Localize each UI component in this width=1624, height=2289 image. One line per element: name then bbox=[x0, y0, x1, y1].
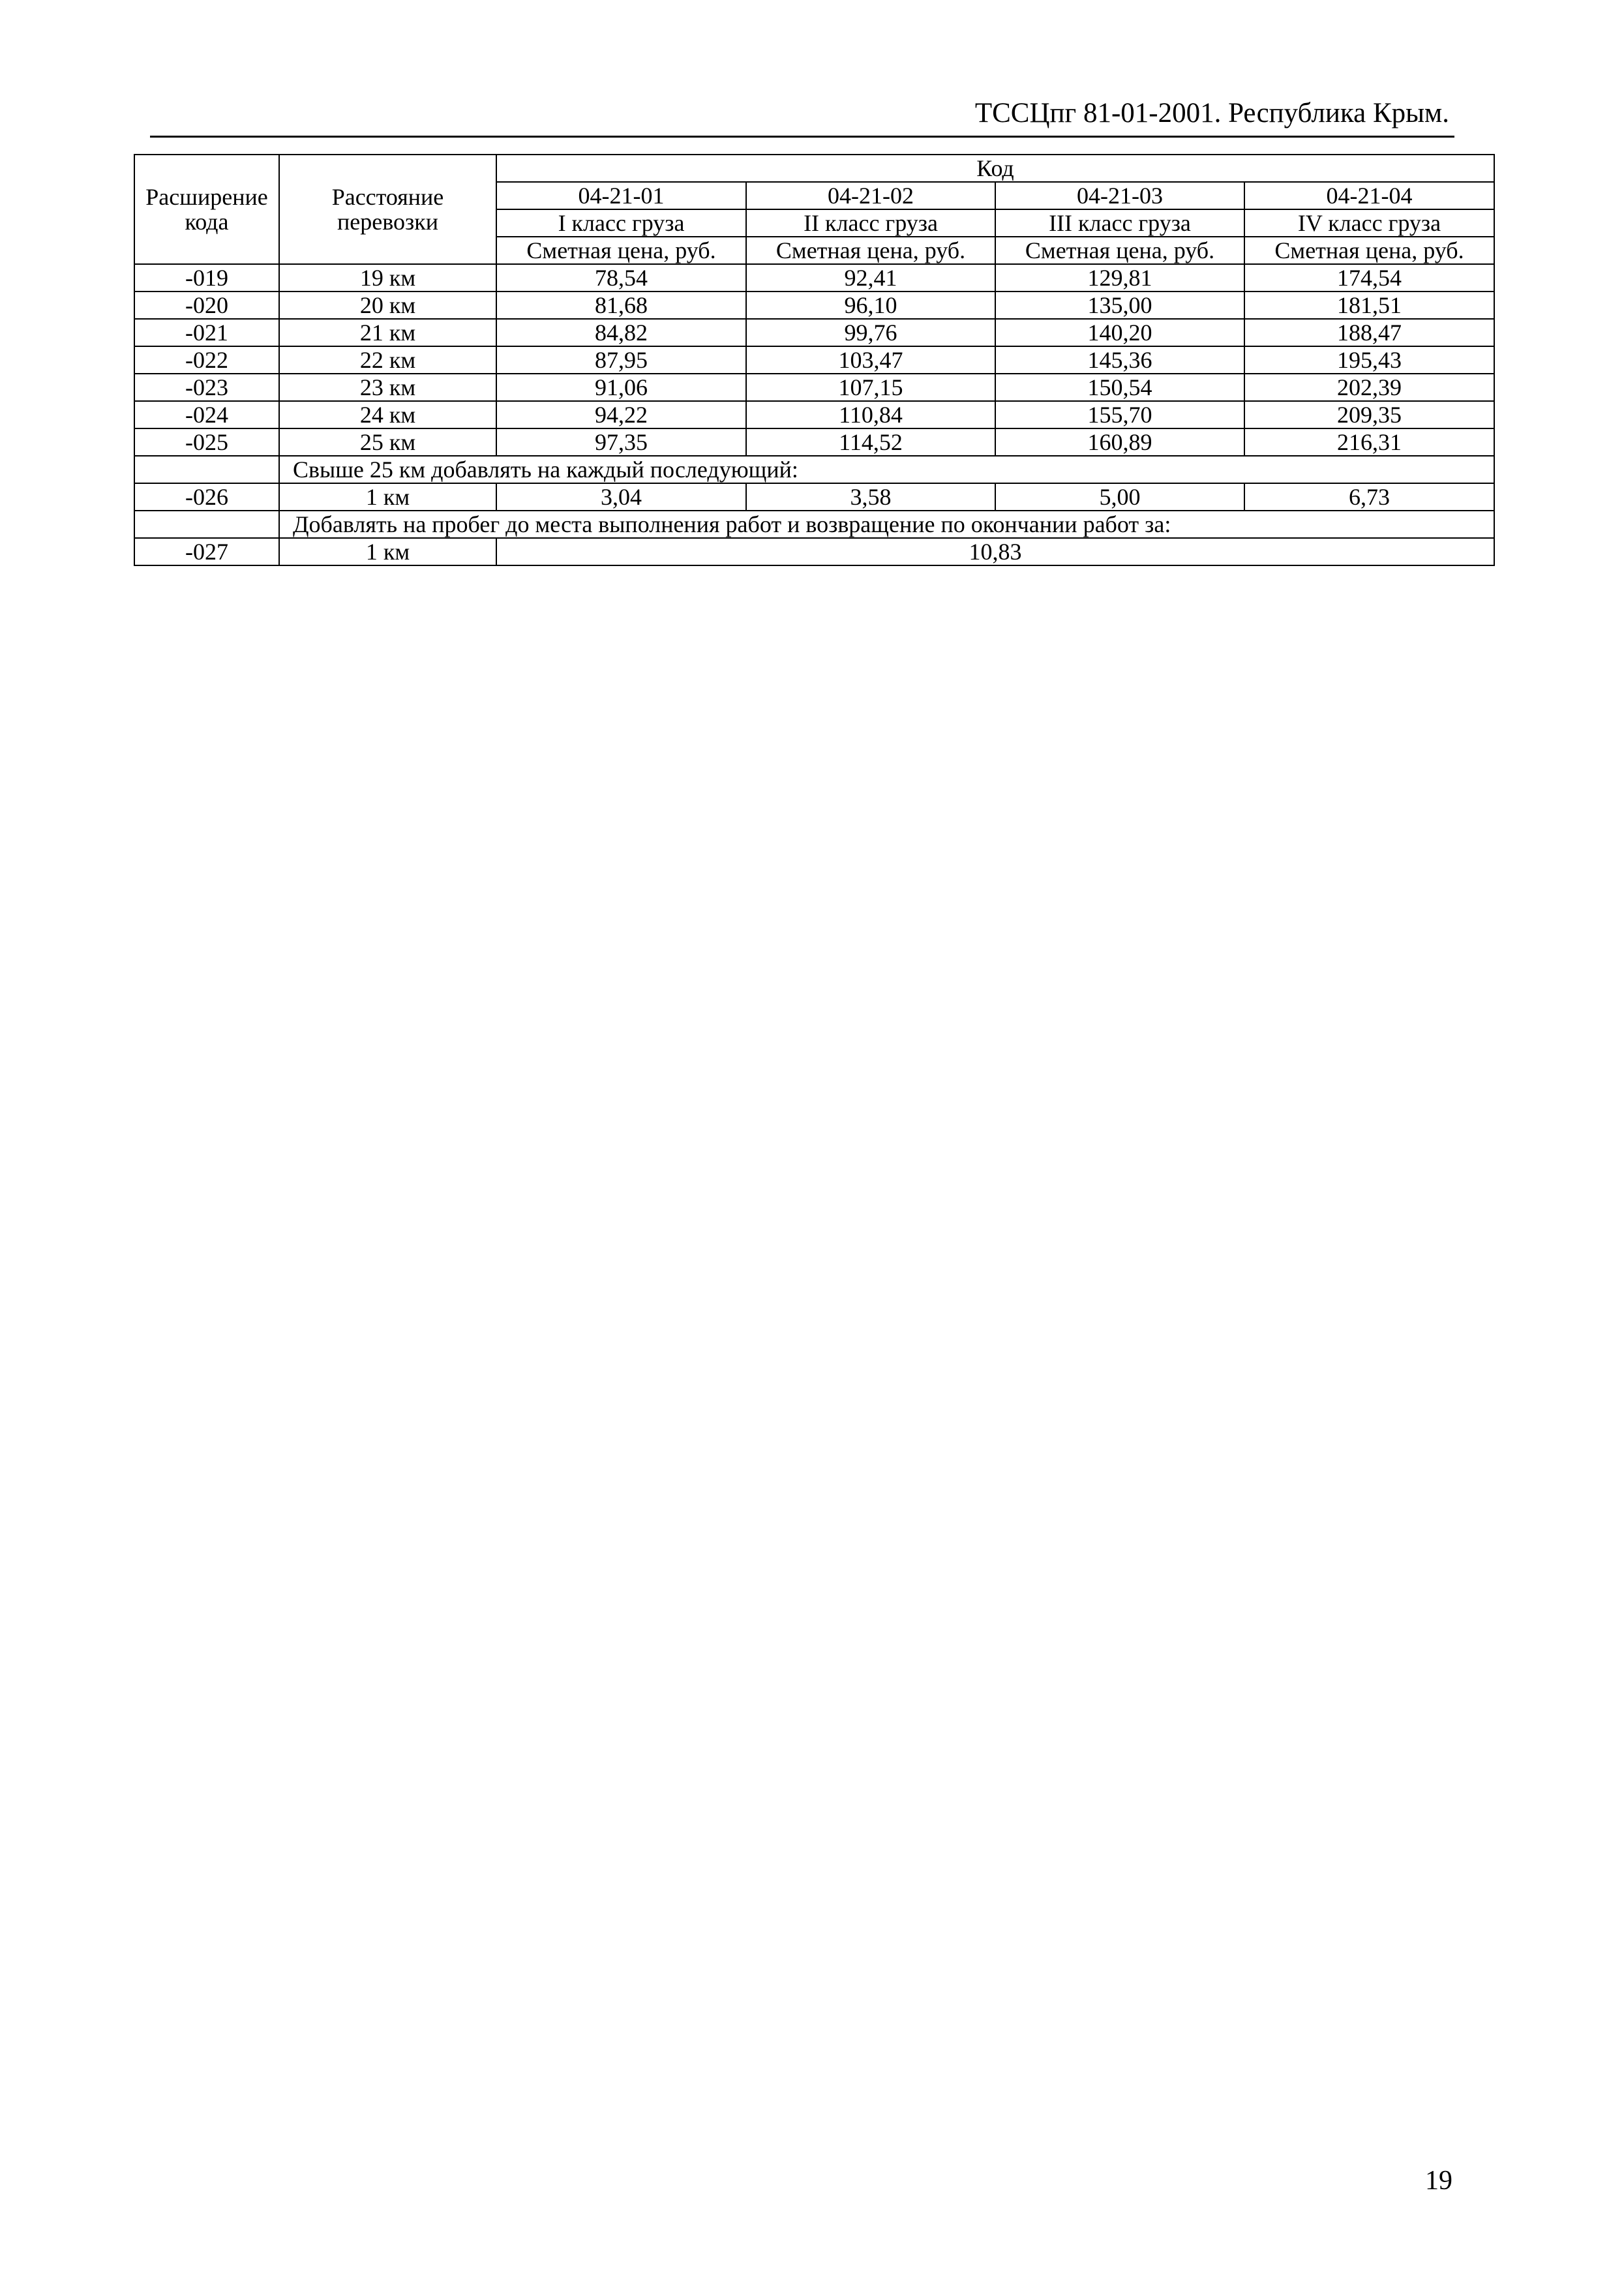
note-run-to-site: Добавлять на пробег до места выполнения работ и возвращение по окончании работ за: bbox=[279, 511, 1494, 538]
table-cell: 19 км bbox=[279, 264, 496, 292]
table-cell: 216,31 bbox=[1244, 428, 1494, 456]
page-header bbox=[150, 97, 1454, 138]
table-cell: 94,22 bbox=[496, 401, 746, 428]
document-title: ТССЦпг 81-01-2001. Республика Крым. bbox=[974, 98, 1449, 128]
table-cell-empty bbox=[134, 511, 279, 538]
header-class-cell: II класс груза bbox=[746, 209, 995, 237]
table-cell: 188,47 bbox=[1244, 319, 1494, 346]
table-cell: -024 bbox=[134, 401, 279, 428]
table-cell: 23 км bbox=[279, 374, 496, 401]
table-cell: 21 км bbox=[279, 319, 496, 346]
table-cell: 1 км bbox=[279, 538, 496, 565]
table-cell: 3,04 bbox=[496, 483, 746, 511]
table-cell: 97,35 bbox=[496, 428, 746, 456]
table-cell: 160,89 bbox=[995, 428, 1244, 456]
table-cell: 91,06 bbox=[496, 374, 746, 401]
table-cell: 87,95 bbox=[496, 346, 746, 374]
table-row bbox=[134, 374, 1494, 401]
table-cell: -022 bbox=[134, 346, 279, 374]
table-note-row bbox=[134, 456, 1494, 483]
table-cell: -026 bbox=[134, 483, 279, 511]
table-cell: 202,39 bbox=[1244, 374, 1494, 401]
table-cell: 92,41 bbox=[746, 264, 995, 292]
table-cell: 6,73 bbox=[1244, 483, 1494, 511]
table-row bbox=[134, 264, 1494, 292]
table-cell: 5,00 bbox=[995, 483, 1244, 511]
table-cell: 195,43 bbox=[1244, 346, 1494, 374]
header-distance: Расстояние перевозки bbox=[279, 155, 496, 264]
header-code-cell: 04-21-02 bbox=[746, 182, 995, 209]
table-cell: 181,51 bbox=[1244, 292, 1494, 319]
table-cell: 10,83 bbox=[496, 538, 1494, 565]
table-cell: 150,54 bbox=[995, 374, 1244, 401]
table-cell: 25 км bbox=[279, 428, 496, 456]
header-code-cell: 04-21-01 bbox=[496, 182, 746, 209]
table-cell: 78,54 bbox=[496, 264, 746, 292]
table-cell: 140,20 bbox=[995, 319, 1244, 346]
table-row bbox=[134, 401, 1494, 428]
table-cell: 209,35 bbox=[1244, 401, 1494, 428]
table-cell: 145,36 bbox=[995, 346, 1244, 374]
price-table bbox=[134, 154, 1495, 566]
header-code: Код bbox=[496, 155, 1494, 182]
header-code-cell: 04-21-03 bbox=[995, 182, 1244, 209]
table-row bbox=[134, 538, 1494, 565]
table-cell: 103,47 bbox=[746, 346, 995, 374]
table-cell: 1 км bbox=[279, 483, 496, 511]
table-row bbox=[134, 483, 1494, 511]
table-row bbox=[134, 292, 1494, 319]
page-number: 19 bbox=[1425, 2166, 1452, 2196]
table-row bbox=[134, 319, 1494, 346]
table-cell: 107,15 bbox=[746, 374, 995, 401]
table-cell: -021 bbox=[134, 319, 279, 346]
table-cell: 81,68 bbox=[496, 292, 746, 319]
table-cell: -027 bbox=[134, 538, 279, 565]
table-cell: 84,82 bbox=[496, 319, 746, 346]
header-price-cell: Сметная цена, руб. bbox=[995, 237, 1244, 264]
table-cell: 174,54 bbox=[1244, 264, 1494, 292]
header-price-cell: Сметная цена, руб. bbox=[746, 237, 995, 264]
table-row bbox=[134, 428, 1494, 456]
table-cell-empty bbox=[134, 456, 279, 483]
table-cell: 129,81 bbox=[995, 264, 1244, 292]
table-cell: 24 км bbox=[279, 401, 496, 428]
table-cell: 155,70 bbox=[995, 401, 1244, 428]
table-cell: 20 км bbox=[279, 292, 496, 319]
table-cell: -023 bbox=[134, 374, 279, 401]
table-cell: 3,58 bbox=[746, 483, 995, 511]
header-class-cell: III класс груза bbox=[995, 209, 1244, 237]
table-cell: 114,52 bbox=[746, 428, 995, 456]
table-cell: 96,10 bbox=[746, 292, 995, 319]
header-class-cell: I класс груза bbox=[496, 209, 746, 237]
header-price-cell: Сметная цена, руб. bbox=[1244, 237, 1494, 264]
table-row bbox=[134, 346, 1494, 374]
table-cell: -025 bbox=[134, 428, 279, 456]
table-note-row bbox=[134, 511, 1494, 538]
table-cell: -020 bbox=[134, 292, 279, 319]
table-cell: 135,00 bbox=[995, 292, 1244, 319]
table-cell: 99,76 bbox=[746, 319, 995, 346]
header-extension-code: Расширение кода bbox=[134, 155, 279, 264]
table-cell: -019 bbox=[134, 264, 279, 292]
header-class-cell: IV класс груза bbox=[1244, 209, 1494, 237]
table-cell: 22 км bbox=[279, 346, 496, 374]
table-cell: 110,84 bbox=[746, 401, 995, 428]
table-header-row bbox=[134, 155, 1494, 182]
header-code-cell: 04-21-04 bbox=[1244, 182, 1494, 209]
header-price-cell: Сметная цена, руб. bbox=[496, 237, 746, 264]
note-over-25km: Свыше 25 км добавлять на каждый последующий: bbox=[279, 456, 1494, 483]
